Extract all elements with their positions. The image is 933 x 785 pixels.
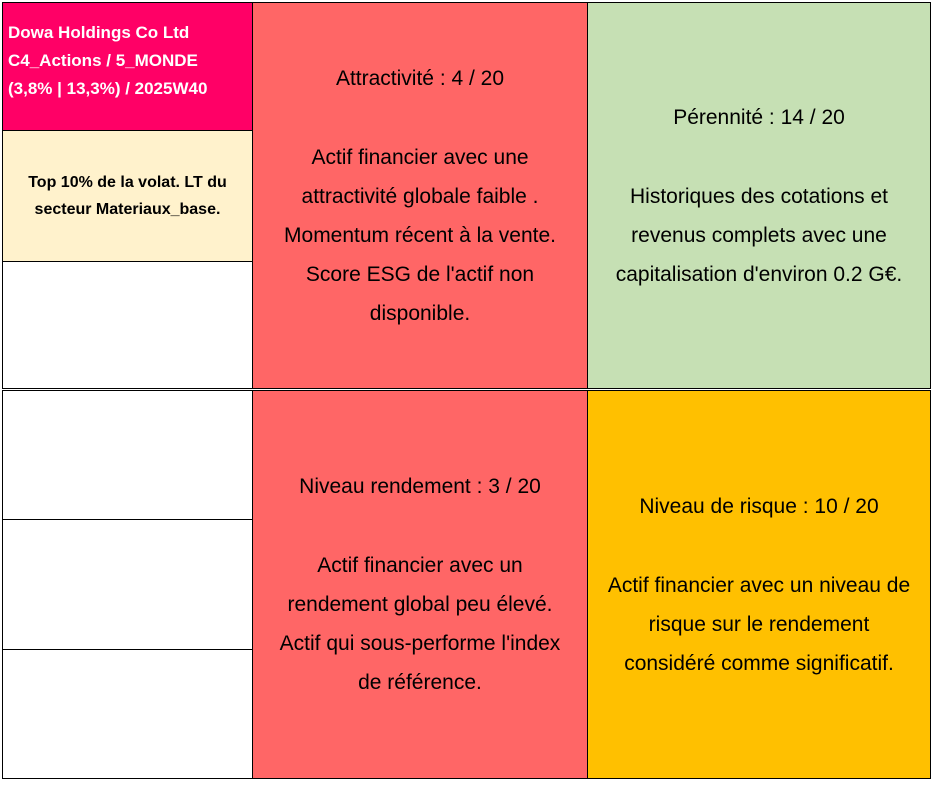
asset-name: Dowa Holdings Co Ltd [8, 23, 190, 42]
rendement-block [252, 390, 588, 779]
attractivite-line: Momentum récent à la vente. [284, 223, 556, 247]
empty-cell [2, 390, 253, 520]
rendement-line: rendement global peu élevé. [287, 593, 553, 616]
empty-cell [2, 519, 253, 650]
perennite-line: capitalisation d'environ 0.2 G€. [615, 262, 903, 286]
perennite-line: revenus complets avec une [631, 223, 887, 247]
volatility-note-line: secteur Materiaux_base. [34, 201, 221, 218]
perennite-title: Pérennité : 14 / 20 [673, 105, 845, 129]
asset-header [2, 2, 253, 131]
attractivite-line: disponible. [369, 301, 471, 325]
risque-line: considéré comme significatif. [624, 651, 894, 675]
rendement-line: Actif financier avec un [317, 554, 523, 577]
attractivite-title: Attractivité : 4 / 20 [335, 66, 505, 90]
asset-performance: (3,8% | 13,3%) / 2025W40 [8, 79, 208, 98]
rendement-line: Actif qui sous-performe l'index [279, 632, 561, 655]
volatility-note [2, 130, 253, 262]
rendement-title: Niveau rendement : 3 / 20 [299, 475, 541, 498]
attractivite-line: attractivité globale faible . [301, 184, 539, 208]
asset-category: C4_Actions / 5_MONDE [8, 51, 198, 70]
attractivite-line: Actif financier avec une [311, 145, 529, 169]
risque-line: Actif financier avec un niveau de [607, 573, 911, 597]
empty-cell [2, 261, 253, 389]
risque-block [587, 390, 931, 779]
attractivite-block [252, 2, 588, 389]
risque-line: risque sur le rendement [648, 612, 870, 636]
attractivite-line: Score ESG de l'actif non [305, 262, 535, 286]
perennite-line: Historiques des cotations et [630, 184, 888, 208]
perennite-block [587, 2, 931, 389]
empty-cell [2, 649, 253, 779]
risque-title: Niveau de risque : 10 / 20 [639, 494, 879, 518]
volatility-note-line: Top 10% de la volat. LT du [28, 174, 227, 191]
rendement-line: de référence. [358, 671, 482, 694]
